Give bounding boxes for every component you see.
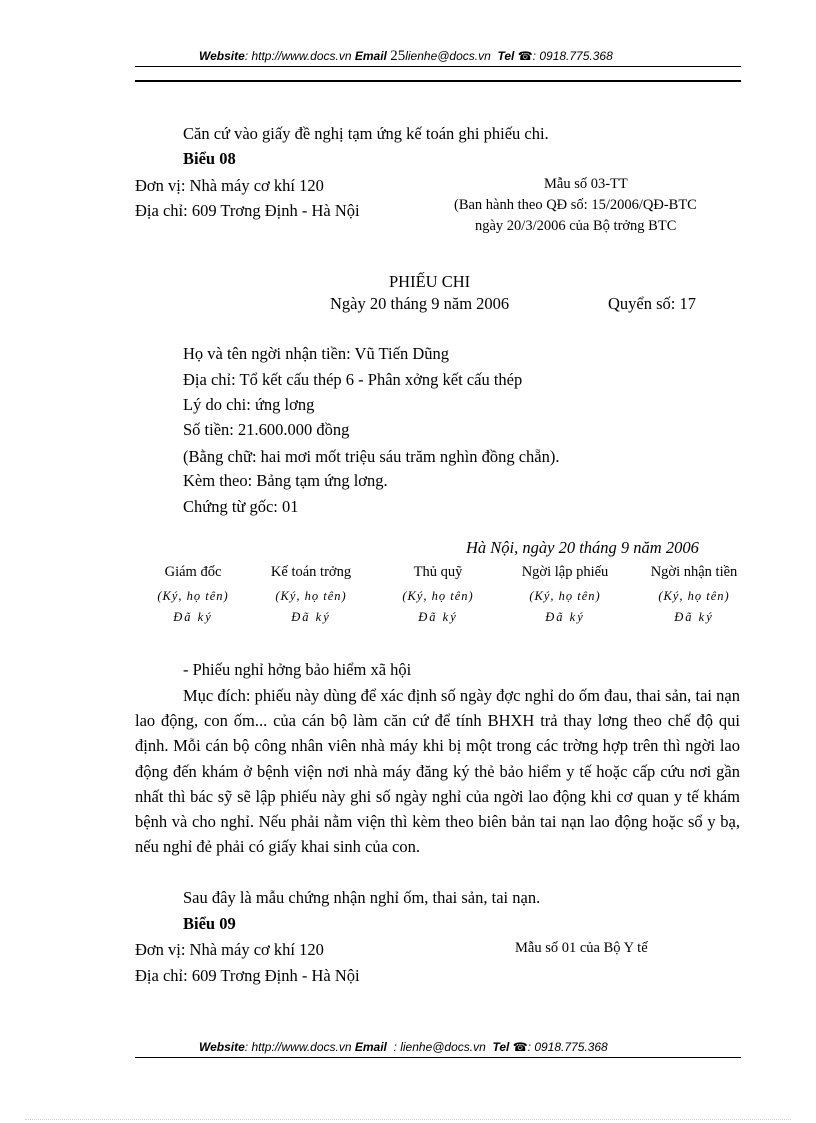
intro-text: Căn cứ vào giấy đề nghị tạm ứng kế toán ghi phiếu chi. — [183, 124, 549, 143]
form1-issued-by: (Ban hành theo QĐ số: 15/2006/QĐ-BTC — [454, 197, 697, 213]
sample-intro: Sau đây là mẫu chứng nhận nghỉ ốm, thai sản, tai nạn. — [183, 888, 541, 907]
footer-email-value: : lienhe@docs.vn — [393, 1040, 486, 1054]
form2-unit: Đơn vị: Nhà máy cơ khí 120 — [135, 940, 324, 959]
place-date: Hà Nội, ngày 20 tháng 9 năm 2006 — [466, 538, 699, 557]
voucher-title: PHIẾU CHI — [389, 272, 471, 291]
form2-template-no: Mẫu số 01 của Bộ Y tế — [515, 940, 648, 956]
signature-instruction: (Ký, họ tên) — [157, 589, 229, 603]
signature-status: Đã ký — [291, 610, 331, 624]
signature-status: Đã ký — [545, 610, 585, 624]
signature-treasurer — [373, 564, 503, 625]
signature-title: Giám đốc — [164, 564, 222, 580]
signature-recipient — [629, 564, 759, 625]
header-email-value: lienhe@docs.vn — [405, 49, 491, 63]
field-amount-words: (Bằng chữ: hai mơi mốt triệu sáu trăm nghìn đồng chẵn). — [183, 447, 560, 466]
footer-website-value: : http://www.docs.vn — [244, 1040, 352, 1054]
phone-icon: ☎ — [512, 1040, 528, 1054]
header-website-value: : http://www.docs.vn — [244, 49, 352, 63]
header-website-label: Website — [199, 49, 245, 63]
phone-icon: ☎ — [517, 49, 533, 63]
footer-website-label: Website — [199, 1040, 245, 1054]
signature-instruction: (Ký, họ tên) — [658, 589, 730, 603]
signature-director — [128, 564, 258, 625]
signature-title: Ngời lập phiếu — [521, 564, 609, 580]
header-email-label: Email — [354, 49, 387, 63]
signature-instruction: (Ký, họ tên) — [402, 589, 474, 603]
header-tel-label: Tel — [497, 49, 515, 63]
field-recipient: Họ và tên ngời nhận tiền: Vũ Tiến Dũng — [183, 344, 449, 363]
field-amount: Số tiền: 21.600.000 đồng — [183, 420, 350, 439]
footer-rule — [135, 1057, 741, 1058]
header-thick-rule — [135, 80, 741, 82]
form1-label: Biểu 08 — [183, 149, 236, 168]
form2-address: Địa chỉ: 609 Trơng Định - Hà Nội — [135, 966, 360, 985]
signature-title: Kế toán trởng — [270, 564, 352, 580]
signature-instruction: (Ký, họ tên) — [529, 589, 601, 603]
signature-instruction: (Ký, họ tên) — [275, 589, 347, 603]
field-attachment: Kèm theo: Bảng tạm ứng lơng. — [183, 471, 388, 490]
form1-unit: Đơn vị: Nhà máy cơ khí 120 — [135, 176, 324, 195]
signature-preparer — [500, 564, 630, 625]
field-original-docs: Chứng từ gốc: 01 — [183, 497, 299, 516]
footer-email-label: Email — [354, 1040, 387, 1054]
signature-status: Đã ký — [173, 610, 213, 624]
page-bottom-edge — [25, 1119, 791, 1120]
form1-template-no: Mẫu số 03-TT — [544, 176, 628, 192]
section-heading: - Phiếu nghỉ hởng bảo hiểm xã hội — [183, 660, 412, 679]
purpose-paragraph: Mục đích: phiếu này dùng để xác định số ngày đợc nghỉ do ốm đau, thai sản, tai nạn lao động, con ốm... của cán bộ làm căn cứ để tính BHXH trả thay lơng theo chế độ qui định. Mỗi cán bộ công nhân viên nhà máy khi bị một trong các trờng hợp trên thì ngời lao động đến khám ở bệnh viện nơi nhà máy đăng ký thẻ bảo hiểm y tế hoặc cấp cứu nơi gần nhất thì bác sỹ sẽ lập phiếu này ghi số ngày nghỉ của ngời lao động khi cơ quan y tế khám bệnh và cho nghỉ. Nếu phải nằm viện thì kèm theo biên bản tai nạn lao động hoặc sổ y bạ, nếu nghỉ đẻ phải có giấy khai sinh của con. — [135, 686, 740, 857]
signature-title: Ngời nhận tiền — [650, 564, 738, 580]
voucher-book-no: Quyển số: 17 — [608, 294, 696, 313]
header-thin-rule — [135, 66, 741, 67]
field-address: Địa chỉ: Tổ kết cấu thép 6 - Phân xởng kết cấu thép — [183, 370, 523, 389]
form1-issued-date: ngày 20/3/2006 của Bộ trởng BTC — [475, 218, 677, 234]
footer-tel-label: Tel — [492, 1040, 510, 1054]
page-header — [199, 48, 613, 65]
page-number: 25 — [390, 48, 406, 64]
footer-tel-value: : 0918.775.368 — [527, 1040, 608, 1054]
signature-chief-accountant — [246, 564, 376, 625]
signature-title: Thủ quỹ — [413, 564, 463, 580]
header-tel-value: : 0918.775.368 — [532, 49, 613, 63]
signature-status: Đã ký — [674, 610, 714, 624]
field-reason: Lý do chi: ứng lơng — [183, 395, 315, 414]
signature-status: Đã ký — [418, 610, 458, 624]
voucher-date: Ngày 20 tháng 9 năm 2006 — [330, 294, 510, 313]
form2-label: Biểu 09 — [183, 914, 236, 933]
page-footer — [199, 1040, 608, 1054]
form1-address: Địa chỉ: 609 Trơng Định - Hà Nội — [135, 201, 360, 220]
